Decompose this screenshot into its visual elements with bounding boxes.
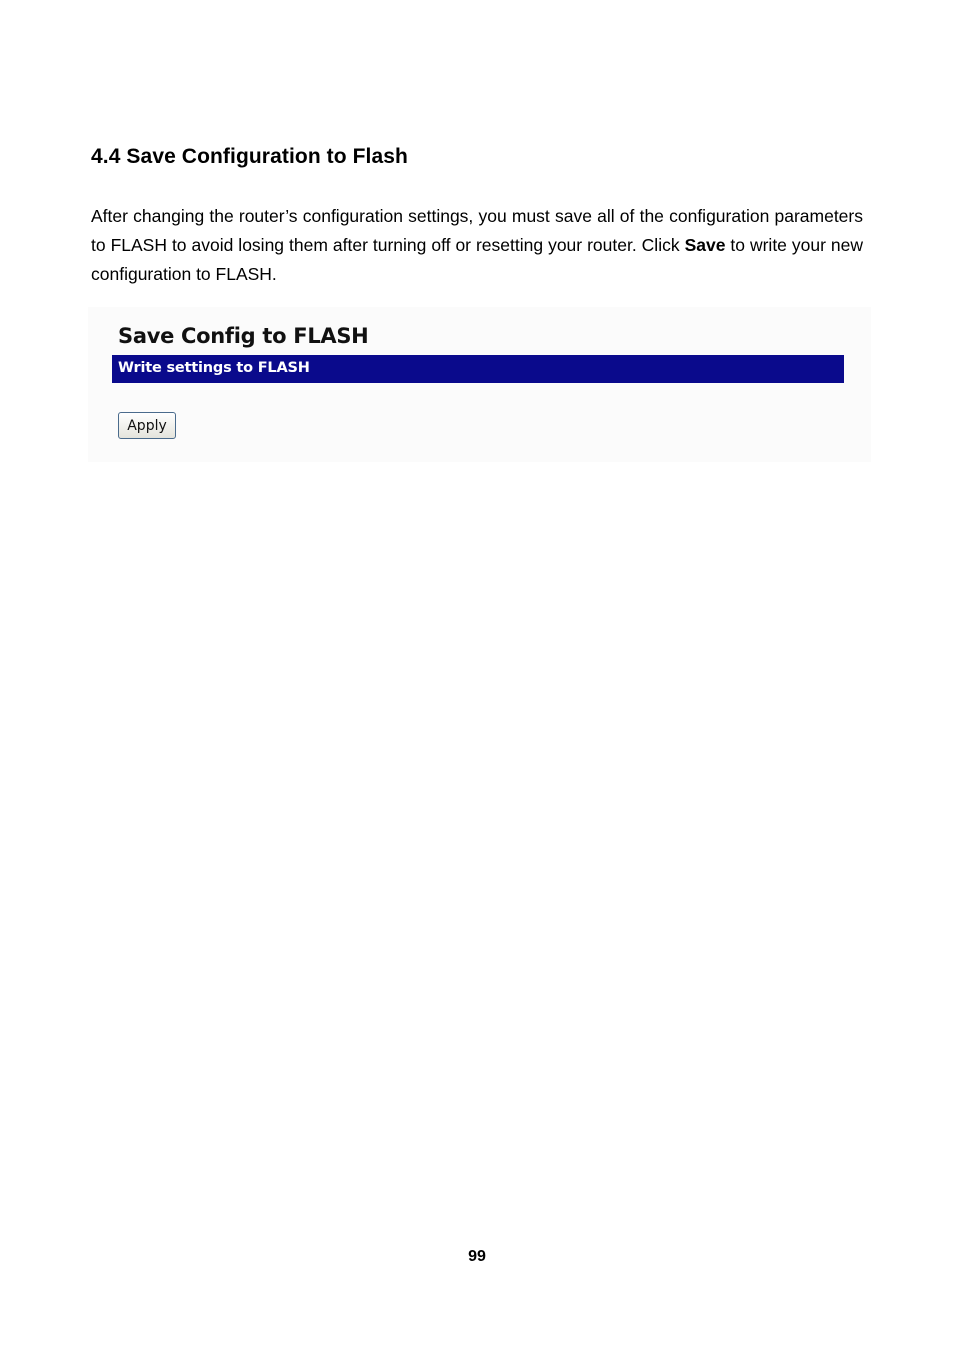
paragraph-text-2: to write your new configuration to FLASH.	[91, 235, 864, 284]
apply-button[interactable]: Apply	[118, 412, 176, 439]
paragraph-bold-save: Save	[684, 235, 726, 255]
section-heading: 4.4 Save Configuration to Flash	[91, 145, 408, 168]
panel-title: Save Config to FLASH	[118, 324, 369, 348]
section-header-bar	[112, 355, 844, 383]
section-header-label: Write settings to FLASH	[118, 360, 310, 376]
embedded-screenshot	[88, 307, 871, 462]
page-number: 99	[468, 1248, 486, 1265]
body-paragraph	[91, 202, 863, 289]
paragraph-text-1: After changing the router’s configuration settings, you must save all of the configuration parameters to FLASH to avoid losing them after turning off or resetting your router. Click	[91, 206, 863, 255]
